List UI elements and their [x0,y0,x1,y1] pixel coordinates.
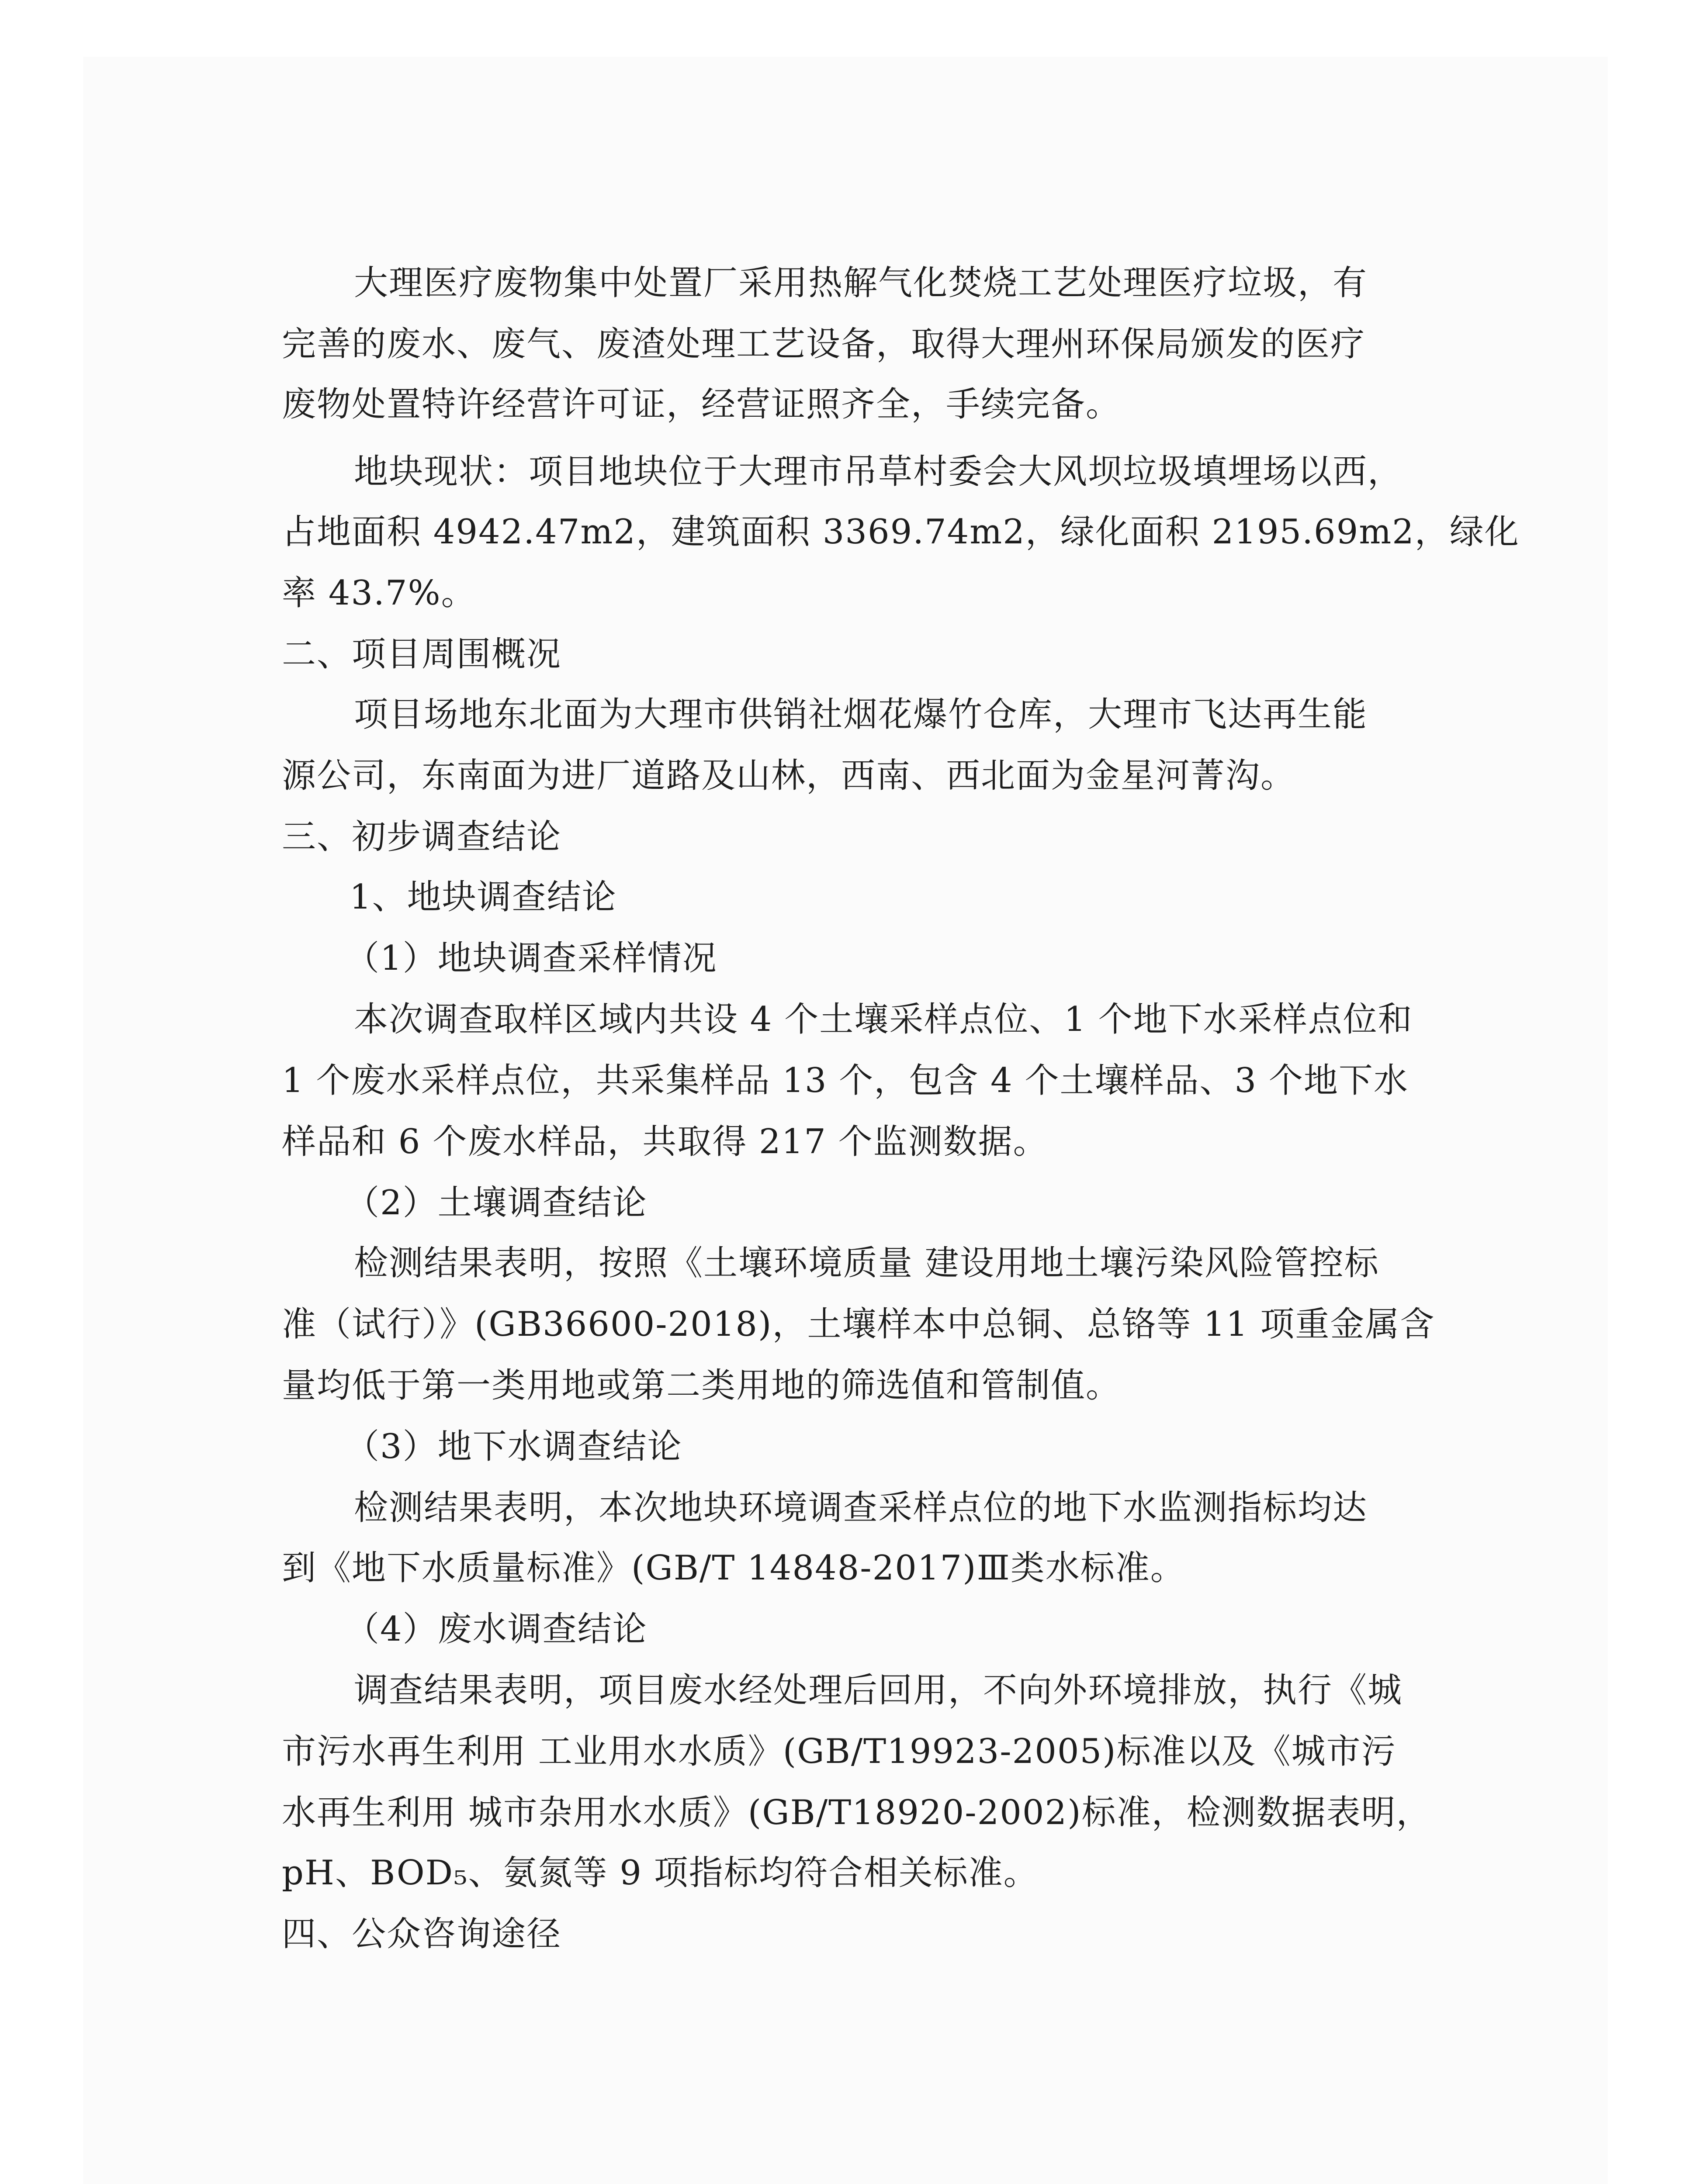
section-heading: 三、初步调查结论 [282,817,562,857]
paragraph-line: 样品和 6 个废水样品，共取得 217 个监测数据。 [282,1122,1048,1161]
section-heading: 四、公众咨询途径 [282,1914,562,1954]
paragraph-line: 调查结果表明，项目废水经处理后回用，不向外环境排放，执行《城 [354,1671,1403,1710]
subsection-heading: （3）地下水调查结论 [345,1427,682,1466]
paragraph-line: 大理医疗废物集中处置厂采用热解气化焚烧工艺处理医疗垃圾，有 [354,263,1368,303]
paragraph-line: 地块现状：项目地块位于大理市吊草村委会大风坝垃圾填埋场以西， [354,452,1403,491]
subsection-heading: （2）土壤调查结论 [345,1183,648,1223]
subsection-heading: （4）废水调查结论 [345,1610,648,1649]
paragraph-line: 项目场地东北面为大理市供销社烟花爆竹仓库，大理市飞达再生能 [354,695,1368,734]
paragraph-line: 量均低于第一类用地或第二类用地的筛选值和管制值。 [282,1366,1121,1405]
paragraph-line: 检测结果表明，按照《土壤环境质量 建设用地土壤污染风险管控标 [354,1244,1379,1283]
paragraph-line: 准（试行）》(GB36600-2018)，土壤样本中总铜、总铬等 11 项重金属含 [282,1305,1435,1344]
subsection-heading: 1、地块调查结论 [350,878,617,917]
paragraph-line: 源公司，东南面为进厂道路及山林，西南、西北面为金星河菁沟。 [282,756,1296,795]
paragraph-line: 到《地下水质量标准》(GB/T 14848-2017)Ⅲ类水标准。 [282,1548,1185,1588]
paragraph-line: 1 个废水采样点位，共采集样品 13 个，包含 4 个土壤样品、3 个地下水 [282,1061,1409,1100]
paragraph-line: 水再生利用 城市杂用水水质》(GB/T18920-2002)标准，检测数据表明， [282,1793,1431,1832]
paragraph-line: 率 43.7%。 [282,574,476,613]
paragraph-line: 检测结果表明，本次地块环境调查采样点位的地下水监测指标均达 [354,1488,1368,1527]
paragraph-line: 废物处置特许经营许可证，经营证照齐全，手续完备。 [282,385,1121,424]
paragraph-line: 占地面积 4942.47m2，建筑面积 3369.74m2，绿化面积 2195.69m2，绿化 [282,512,1520,552]
section-heading: 二、项目周围概况 [282,635,562,674]
paragraph-line: pH、BOD₅、氨氮等 9 项指标均符合相关标准。 [282,1853,1039,1893]
paragraph-line: 完善的废水、废气、废渣处理工艺设备，取得大理州环保局颁发的医疗 [282,325,1366,364]
paragraph-line: 本次调查取样区域内共设 4 个土壤采样点位、1 个地下水采样点位和 [354,1000,1413,1039]
paragraph-line: 市污水再生利用 工业用水水质》(GB/T19923-2005)标准以及《城市污 [282,1732,1396,1771]
subsection-heading: （1）地块调查采样情况 [345,939,717,978]
